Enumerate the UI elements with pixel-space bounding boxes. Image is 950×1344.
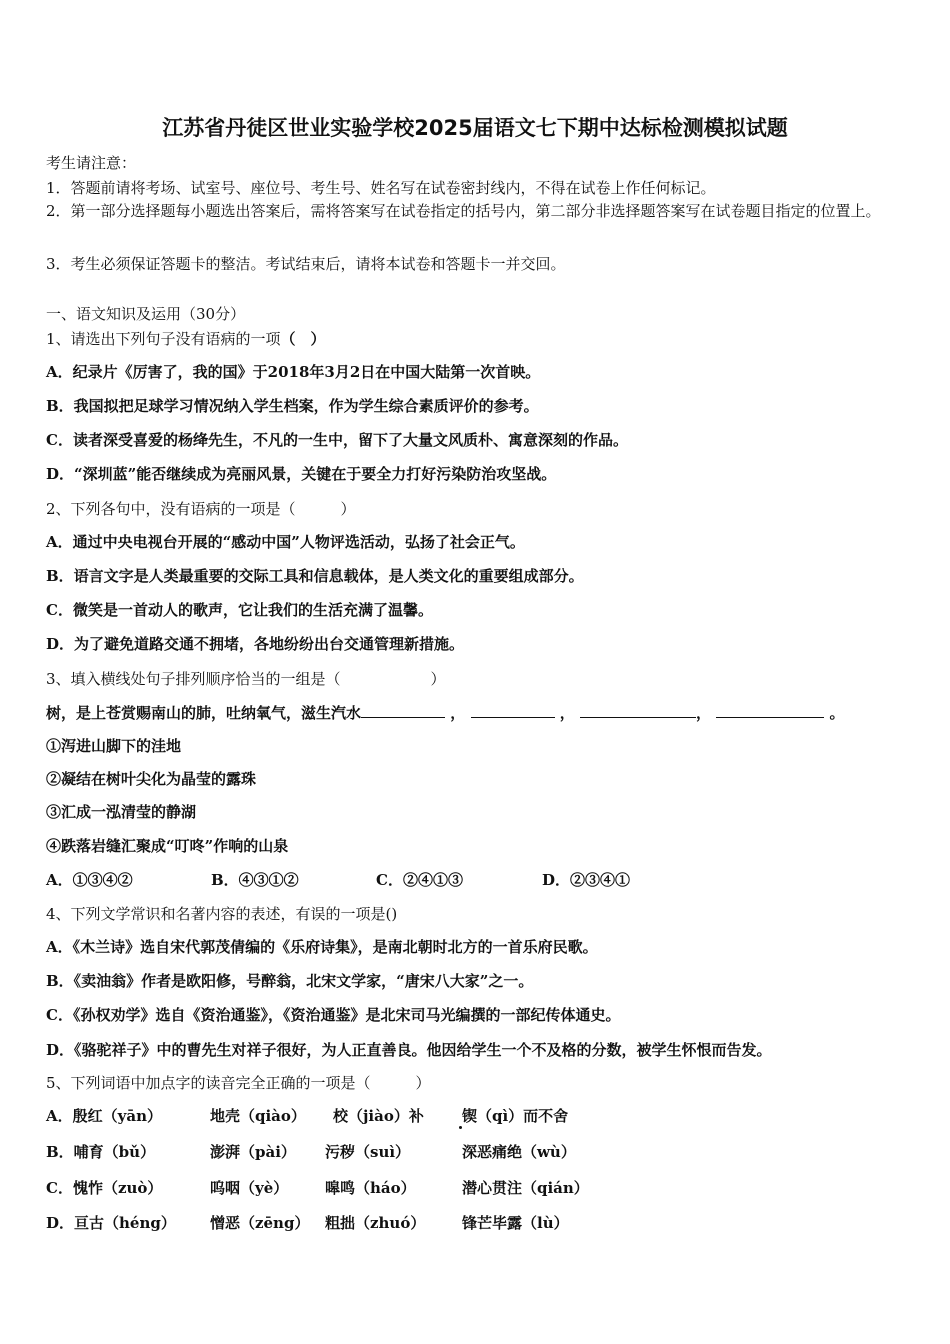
sentence-end: 。 (829, 704, 845, 722)
q4-option-d: D．《骆驼祥子》中的曹先生对祥子很好，为人正直善良。他因给学生一个不及格的分数，被学生怀恨而告发。 (46, 1041, 772, 1059)
q3-item-1: ①泻进山脚下的洼地 (46, 737, 182, 755)
q3-item-3: ③汇成一泓清莹的静湖 (46, 803, 197, 821)
q5-a-4-text: 锲（qì）而不舍 (462, 1107, 569, 1125)
q5-b-3: 污秽（suì） (325, 1143, 411, 1161)
q2-option-a: A．通过中央电视台开展的“感动中国”人物评选活动，弘扬了社会正气。 (46, 533, 525, 551)
q3-option-c: C．②④①③ (376, 871, 463, 889)
q1-option-a: A．纪录片《厉害了，我的国》于2018年3月2日在中国大陆第一次首映。 (46, 363, 541, 381)
page-title: 江苏省丹徒区世业实验学校2025届语文七下期中达标检测模拟试题 (162, 116, 788, 140)
q1-answer-bracket: （ ） (280, 330, 326, 348)
q1-option-c: C．读者深受喜爱的杨绛先生，不凡的一生中，留下了大量文风质朴、寓意深刻的作品。 (46, 431, 628, 449)
q5-d-2: 憎恶（zēng） (210, 1214, 310, 1232)
q1-option-d: D．“深圳蓝”能否继续成为亮丽风景，关键在于要全力打好污染防治攻坚战。 (46, 465, 557, 483)
notice-heading: 考生请注意： (46, 154, 137, 172)
notice-item-2: 2．第一部分选择题每小题选出答案后，需将答案写在试卷指定的括号内，第二部分非选择题答案写在试卷题目指定的位置上。 (46, 202, 881, 220)
q5-d-3: 粗拙（zhuó） (325, 1214, 426, 1232)
q3-stem: 3、填入横线处句子排列顺序恰当的一组是（ ） (46, 670, 446, 688)
q1-stem (46, 328, 326, 349)
q5-c-4: 潜心贯注（qián） (462, 1179, 589, 1197)
q3-sentence (46, 702, 844, 723)
q5-d-1: D．亘古（héng） (46, 1214, 176, 1232)
q2-stem: 2、下列各句中，没有语病的一项是（ ） (46, 500, 356, 518)
sep-2: ， (559, 704, 575, 722)
q5-c-3: 嗥鸣（háo） (325, 1179, 416, 1197)
q5-d-4: 锋芒毕露（lù） (462, 1214, 569, 1232)
q4-option-a: A．《木兰诗》选自宋代郭茂倩编的《乐府诗集》，是南北朝时北方的一首乐府民歌。 (46, 938, 598, 956)
q5-stem: 5、下列词语中加点字的读音完全正确的一项是（ ） (46, 1074, 431, 1092)
q3-option-d: D．②③④① (542, 871, 631, 889)
q4-option-c: C．《孙权劝学》选自《资治通鉴》，《资治通鉴》是北宋司马光编撰的一部纪传体通史。 (46, 1006, 621, 1024)
q3-sentence-start: 树，是上苍赏赐南山的肺，吐纳氧气，滋生汽水 (46, 704, 362, 722)
q2-option-c: C．微笑是一首动人的歌声，它让我们的生活充满了温馨。 (46, 601, 433, 619)
q4-option-b: B．《卖油翁》作者是欧阳修，号醉翁，北宋文学家，“唐宋八大家”之一。 (46, 972, 534, 990)
section-heading: 一、语文知识及运用（30分） (46, 305, 246, 323)
blank-1 (361, 705, 445, 718)
q5-b-1: B．哺育（bǔ） (46, 1143, 156, 1161)
blank-3 (580, 705, 696, 718)
q5-c-1: C．愧怍（zuò） (46, 1179, 163, 1197)
q2-option-b: B．语言文字是人类最重要的交际工具和信息载体，是人类文化的重要组成部分。 (46, 567, 584, 585)
blank-2 (471, 705, 555, 718)
q3-option-b: B．④③①② (211, 871, 299, 889)
q5-a-3: 校（jiào）补 (333, 1107, 424, 1125)
blank-4 (716, 705, 824, 718)
notice-item-1: 1．答题前请将考场、试室号、座位号、考生号、姓名写在试卷密封线内，不得在试卷上作任何标记。 (46, 179, 716, 197)
q2-option-d: D．为了避免道路交通不拥堵，各地纷纷出台交通管理新措施。 (46, 635, 465, 653)
q1-stem-text: 1、请选出下列句子没有语病的一项 (46, 330, 281, 348)
q5-a-1: A．殷红（yān） (46, 1107, 162, 1125)
q5-a-4 (462, 1105, 568, 1126)
sep-3: ， (695, 704, 711, 722)
q5-b-2: 澎湃（pài） (210, 1143, 296, 1161)
q5-b-4: 深恶痛绝（wù） (462, 1143, 576, 1161)
q5-a-2: 地壳（qiào） (210, 1107, 306, 1125)
q5-c-2: 呜咽（yè） (210, 1179, 289, 1197)
q1-option-b: B．我国拟把足球学习情况纳入学生档案，作为学生综合素质评价的参考。 (46, 397, 539, 415)
notice-item-3: 3．考生必须保证答题卡的整洁。考试结束后，请将本试卷和答题卡一并交回。 (46, 255, 566, 273)
q3-item-2: ②凝结在树叶尖化为晶莹的露珠 (46, 770, 257, 788)
sep-1: ， (450, 704, 466, 722)
q4-stem: 4、下列文学常识和名著内容的表述，有误的一项是() (46, 905, 398, 923)
q3-item-4: ④跌落岩缝汇聚成“叮咚”作响的山泉 (46, 837, 289, 855)
q3-option-a: A．①③④② (46, 871, 133, 889)
